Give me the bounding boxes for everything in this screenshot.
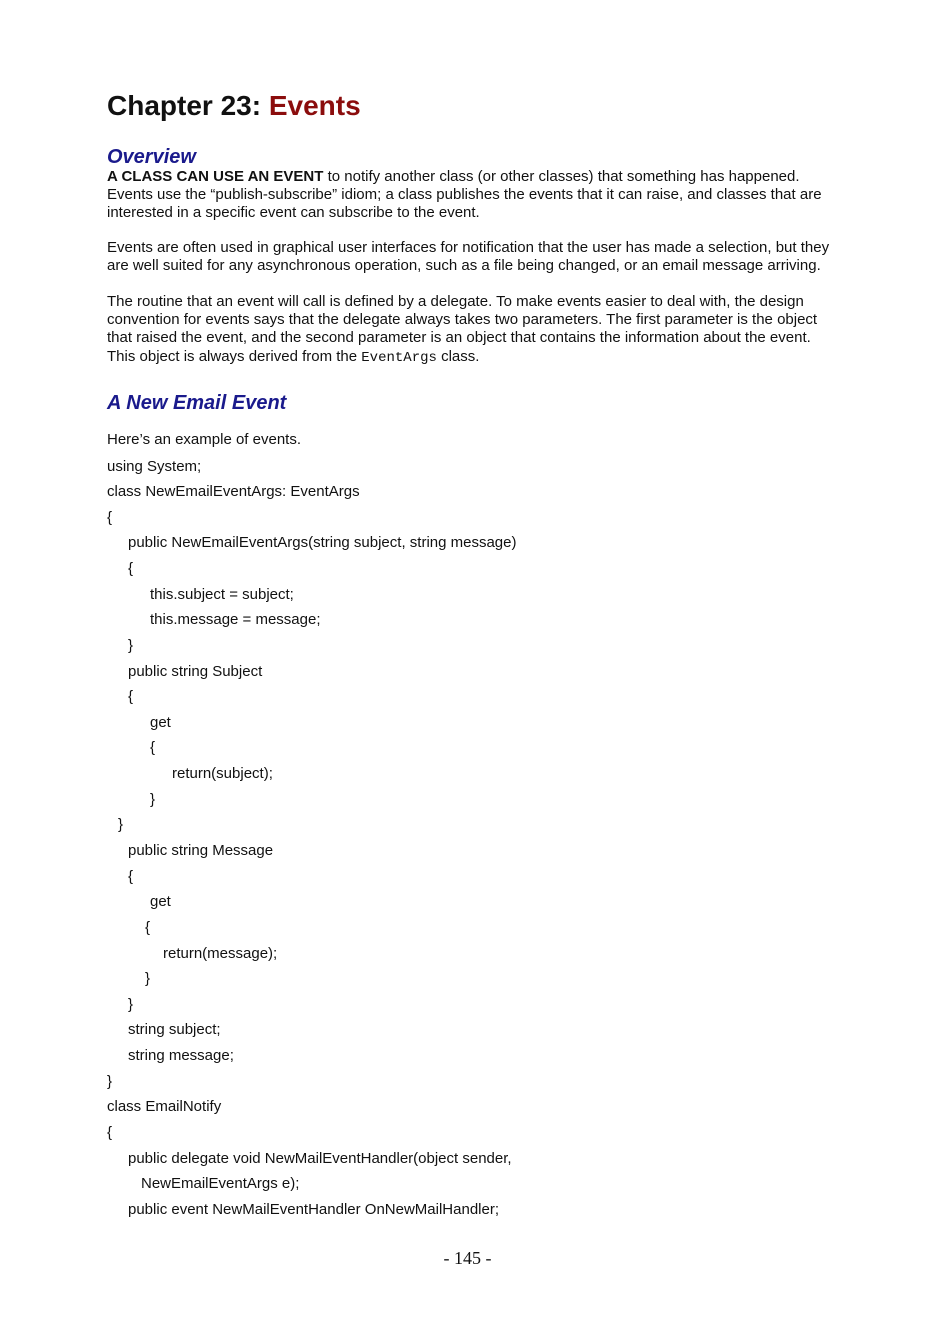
code-line: }: [128, 996, 134, 1013]
overview-paragraph-1: [107, 168, 837, 223]
code-line: get: [150, 714, 171, 731]
overview-p3-text: The routine that an event will call is defined by a delegate. To make events easier to deal with, the design convention for events says that the delegate always takes two parameters. The first parameter is the object that raised the event, and the second parameter is an object that contains the information about the event. This object is always derived from the: [107, 293, 818, 365]
code-line: string message;: [128, 1047, 234, 1064]
code-line: return(subject);: [172, 765, 273, 782]
email-intro: Here’s an example of events.: [107, 431, 301, 448]
code-line: get: [150, 893, 171, 910]
code-line: public NewEmailEventArgs(string subject, string message): [128, 534, 517, 551]
chapter-prefix: Chapter 23:: [107, 90, 269, 121]
code-line: {: [107, 509, 113, 526]
page-number: - 145 -: [443, 1248, 492, 1268]
code-line: }: [118, 816, 124, 833]
overview-lead: A CLASS CAN USE AN EVENT: [107, 168, 324, 185]
code-line: }: [150, 791, 156, 808]
code-line: {: [150, 739, 156, 756]
code-line: {: [145, 919, 151, 936]
code-line: class NewEmailEventArgs: EventArgs: [107, 483, 360, 500]
eventargs-code: EventArgs: [361, 349, 437, 366]
code-line: }: [107, 1073, 113, 1090]
code-line: {: [107, 1124, 113, 1141]
code-line: NewEmailEventArgs e);: [141, 1175, 300, 1192]
code-line: public string Subject: [128, 663, 263, 680]
overview-p3-tail: class.: [436, 347, 480, 365]
overview-paragraph-2: Events are often used in graphical user interfaces for notification that the user has made a selection, but they are well suited for any asynchronous operation, such as a file being changed, or an email message arriving.: [107, 239, 830, 275]
code-line: }: [128, 637, 134, 654]
code-line: using System;: [107, 458, 202, 475]
code-line: return(message);: [163, 945, 278, 962]
chapter-title: [107, 86, 361, 126]
code-line: }: [145, 970, 151, 987]
code-line: {: [128, 868, 134, 885]
overview-p1-text: to notify another class (or other classes) that something has happened. Events use the “publish-subscribe” idiom; a class publishes the events that it can raise, and classes that are interested in a specific event can subscribe to the event.: [107, 168, 822, 222]
code-line: class EmailNotify: [107, 1098, 222, 1115]
code-line: this.subject = subject;: [150, 586, 294, 603]
code-line: {: [128, 560, 134, 577]
code-line: string subject;: [128, 1021, 221, 1038]
overview-heading: Overview: [107, 146, 196, 168]
code-line: this.message = message;: [150, 611, 321, 628]
code-line: public event NewMailEventHandler OnNewMailHandler;: [128, 1201, 500, 1218]
overview-paragraph-3: [107, 293, 837, 367]
email-event-heading: A New Email Event: [107, 392, 287, 414]
code-line: {: [128, 688, 134, 705]
code-line: public string Message: [128, 842, 274, 859]
code-line: public delegate void NewMailEventHandler(object sender,: [128, 1150, 512, 1167]
chapter-name: Events: [268, 90, 361, 121]
